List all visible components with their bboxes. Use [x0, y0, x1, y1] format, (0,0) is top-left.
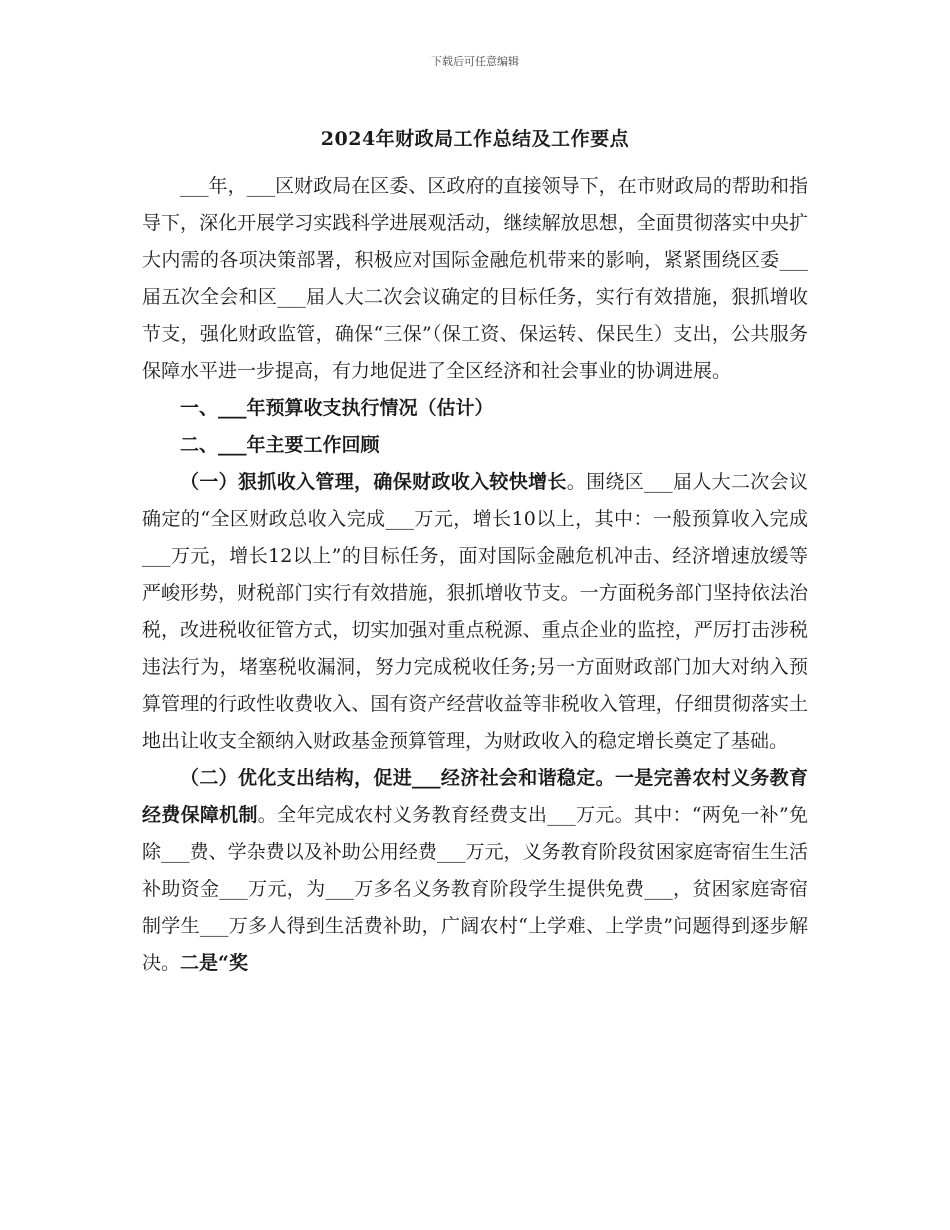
paragraph-expenditure-body: 。全年完成农村义务教育经费支出___万元。其中：“两免一补”免除___费、学杂费以及补助公用经费___万元，义务教育阶段贫困家庭寄宿生生活补助资金___万元，为___万多名义务教育阶段学生提供免费___，贫困家庭寄宿制学生___万多人得到生活费补助，广阔农村“上学难、上学贵”问题得到逐步解决。 [142, 804, 808, 974]
paragraph-expenditure-tail: 二是“奖 [180, 952, 248, 974]
paragraph-revenue [142, 464, 808, 760]
section-heading-2: 二、___年主要工作回顾 [180, 434, 380, 456]
document-body [142, 168, 808, 982]
paragraph-expenditure [142, 760, 808, 982]
paragraph-revenue-lead: （一）狠抓收入管理，确保财政收入较快增长 [180, 471, 567, 493]
page-header: 下载后可任意编辑 [431, 55, 519, 68]
section-heading-1: 一、___年预算收支执行情况（估计） [180, 397, 494, 419]
intro-paragraph: ___年，___区财政局在区委、区政府的直接领导下，在市财政局的帮助和指导下，深化开展学习实践科学进展观活动，继续解放思想，全面贯彻落实中央扩大内需的各项决策部署，积极应对国际金融危机带来的影响，紧紧围绕区委___届五次全会和区___届人大二次会议确定的目标任务，实行有效措施，狠抓增收节支，强化财政监管，确保“三保”（保工资、保运转、保民生）支出，公共服务保障水平进一步提高，有力地促进了全区经济和社会事业的协调进展。 [142, 175, 808, 382]
document-title: 2024年财政局工作总结及工作要点 [320, 128, 630, 150]
paragraph-revenue-body: 。围绕区___届人大二次会议确定的“全区财政总收入完成___万元，增长10以上，其中：一般预算收入完成___万元，增长12以上”的目标任务，面对国际金融危机冲击、经济增速放缓等严峻形势，财税部门实行有效措施，狠抓增收节支。一方面税务部门坚持依法治税，改进税收征管方式，切实加强对重点税源、重点企业的监控，严厉打击涉税违法行为，堵塞税收漏洞，努力完成税收任务;另一方面财政部门加大对纳入预算管理的行政性收费收入、国有资产经营收益等非税收入管理，仔细贯彻落实土地出让收支全额纳入财政基金预算管理，为财政收入的稳定增长奠定了基础。 [142, 471, 808, 752]
paragraph-expenditure-lead: （二）优化支出结构，促进___经济社会和谐稳定。一是完善农村义务教育经费保障机制 [142, 767, 808, 826]
